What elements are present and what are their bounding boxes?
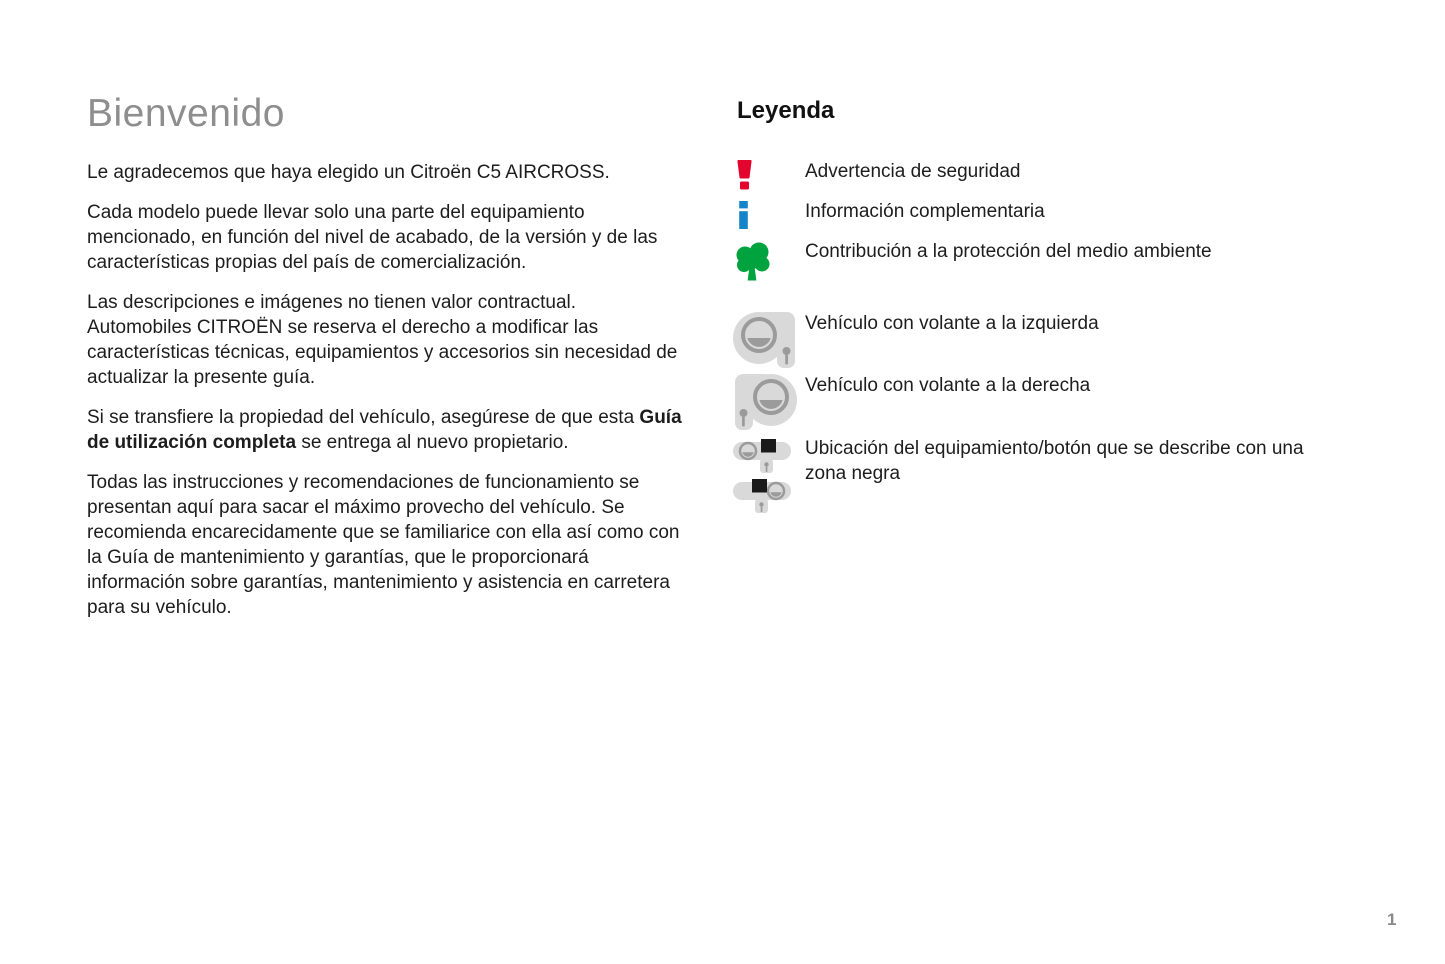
legend-item-information [733, 198, 1323, 234]
steering-wheel-right-icon [733, 372, 805, 437]
paragraph-text: se entrega al nuevo propietario. [296, 432, 569, 453]
intro-text-block [87, 160, 684, 635]
paragraph-text: Todas las instrucciones y recomendaciones de funcionamiento se presentan aquí para sacar el máximo provecho del vehículo. Se recomienda encarecidamente que se familiarice con ella así como con la Guía de mantenimiento y garantías, que le proporcionará información sobre garantías, mantenimiento y asistencia en carretera para su vehículo. [87, 472, 680, 618]
paragraph-text: Las descripciones e imágenes no tienen valor contractual. Automobiles CITROËN se reserva el derecho a modificar las características técnicas, equipamientos y accesorios sin necesidad de actualizar la presente guía. [87, 292, 678, 388]
legend-label: Ubicación del equipamiento/botón que se describe con una zona negra [805, 438, 1304, 484]
legend-label: Vehículo con volante a la izquierda [805, 313, 1099, 334]
black-zone-location-icon [733, 435, 805, 520]
legend-item-safety-warning [733, 158, 1323, 195]
eco-tree-icon [733, 238, 805, 286]
legend-item-left-hand-drive [733, 310, 1323, 375]
paragraph-text: Si se transfiere la propiedad del vehículo, asegúrese de que esta [87, 407, 640, 428]
legend-title: Leyenda [737, 97, 835, 124]
steering-wheel-left-icon [733, 310, 805, 375]
intro-paragraph [87, 200, 684, 275]
legend-label: Vehículo con volante a la derecha [805, 375, 1091, 396]
legend-label: Contribución a la protección del medio ambiente [805, 241, 1212, 262]
info-icon [733, 198, 805, 234]
paragraph-text: Le agradecemos que haya elegido un Citroën C5 AIRCROSS. [87, 162, 610, 183]
intro-paragraph [87, 405, 684, 455]
legend-item-environment [733, 238, 1323, 286]
legend-item-right-hand-drive [733, 372, 1323, 437]
intro-paragraph [87, 290, 684, 390]
intro-paragraph [87, 470, 684, 620]
paragraph-text: Cada modelo puede llevar solo una parte del equipamiento mencionado, en función del nivel de acabado, de la versión y de las características propias del país de comercialización. [87, 202, 658, 273]
page-title: Bienvenido [87, 92, 285, 135]
legend-label: Advertencia de seguridad [805, 161, 1021, 182]
legend-item-black-zone [733, 435, 1323, 520]
page-number: 1 [1387, 910, 1397, 929]
intro-paragraph [87, 160, 684, 185]
paragraph-bold-text: Guía de utilización completa [87, 407, 682, 453]
warning-icon [733, 158, 805, 195]
legend-label: Información complementaria [805, 201, 1045, 222]
